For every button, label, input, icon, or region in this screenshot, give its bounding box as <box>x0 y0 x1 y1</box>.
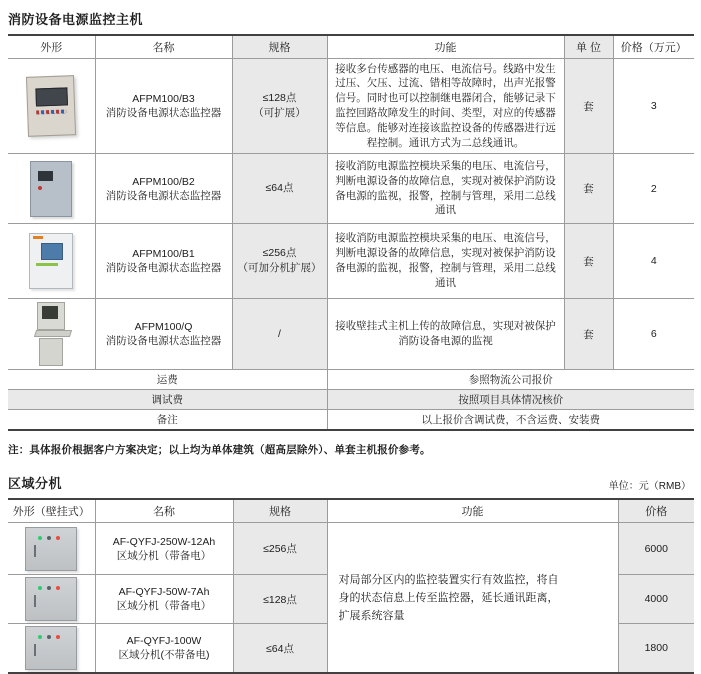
product-name: 消防设备电源状态监控器 <box>105 262 222 274</box>
product-name: 消防设备电源状态监控器 <box>105 107 222 119</box>
spec-cell: / <box>232 299 327 370</box>
function-cell: 接收消防电源监控模块采集的电压、电流信号，判断电源设备的故障信息，实现对被保护消防设备电源的监视，报警，控制与管理，采用二总线通讯 <box>327 224 564 299</box>
product-model: AFPM100/B3 <box>132 93 195 105</box>
product-name: 区域分机(不带备电) <box>118 649 210 661</box>
section2-title: 区域分机 <box>8 476 63 491</box>
col-header-price: 价格 <box>618 499 694 523</box>
col-header-price: 价格（万元） <box>613 35 694 59</box>
spec-cell: ≤256点 （可加分机扩展） <box>232 224 327 299</box>
appearance-cell <box>8 299 95 370</box>
device-image-afpm100-b3 <box>26 75 76 137</box>
device-image-afpm100-b2 <box>30 161 72 217</box>
product-name: 区域分机（带备电） <box>116 600 212 612</box>
fee-row-remark <box>8 410 694 431</box>
table-row <box>8 299 694 370</box>
price-cell: 2 <box>613 154 694 224</box>
col-header-appearance: 外形 <box>8 35 95 59</box>
fee-value: 按照项目具体情况核价 <box>327 390 694 410</box>
shared-function-cell: 对局部分区内的监控装置实行有效监控，将自身的状态信息上传至监控器，延长通讯距离，扩展系统容量 <box>327 523 618 674</box>
spec-cell: ≤256点 <box>233 523 327 575</box>
col-header-function: 功能 <box>327 35 564 59</box>
price-cell: 4 <box>613 224 694 299</box>
product-model: AF-QYFJ-50W-7Ah <box>118 586 210 598</box>
col-header-name: 名称 <box>95 35 232 59</box>
fee-row-commissioning <box>8 390 694 410</box>
price-cell: 1800 <box>618 624 694 674</box>
device-image-region-250w <box>25 527 77 571</box>
name-cell <box>95 624 233 674</box>
device-image-region-50w <box>25 577 77 621</box>
regional-extension-table <box>8 498 694 674</box>
section2-header-bar <box>8 473 691 492</box>
product-model: AFPM100/B2 <box>132 175 195 188</box>
product-name: 消防设备电源状态监控器 <box>105 335 222 347</box>
col-header-spec: 规格 <box>232 35 327 59</box>
product-model: AF-QYFJ-100W <box>126 635 202 647</box>
fee-value: 以上报价含调试费，不含运费、安装费 <box>327 410 694 431</box>
spec-cell: ≤64点 <box>233 624 327 674</box>
product-model: AF-QYFJ-250W-12Ah <box>112 535 216 548</box>
appearance-cell <box>8 575 95 624</box>
price-cell: 3 <box>613 59 694 154</box>
header-row <box>8 499 694 523</box>
table-row <box>8 154 694 224</box>
unit-cell: 套 <box>564 59 613 154</box>
col-header-function: 功能 <box>327 499 618 523</box>
name-cell <box>95 224 232 299</box>
product-name: 区域分机（带备电） <box>116 549 212 562</box>
fee-label: 调试费 <box>8 390 327 410</box>
device-image-afpm100-b1 <box>29 233 73 289</box>
product-model: AFPM100/Q <box>134 321 193 333</box>
appearance-cell <box>8 154 95 224</box>
fee-label: 备注 <box>8 410 327 431</box>
name-cell <box>95 59 232 154</box>
fee-value: 参照物流公司报价 <box>327 370 694 390</box>
appearance-cell <box>8 59 95 154</box>
appearance-cell <box>8 624 95 674</box>
appearance-cell <box>8 523 95 575</box>
spec-cell: ≤128点 （可扩展） <box>232 59 327 154</box>
currency-unit-note: 单位：元（RMB） <box>608 481 691 492</box>
function-cell: 接收消防电源监控模块采集的电压、电流信号，判断电源设备的故障信息，实现对被保护消防设备电源的监视，报警，控制与管理，采用二总线通讯 <box>327 154 564 224</box>
unit-cell: 套 <box>564 224 613 299</box>
price-cell: 6 <box>613 299 694 370</box>
col-header-appearance: 外形（壁挂式） <box>8 499 95 523</box>
name-cell <box>95 299 232 370</box>
product-name: 消防设备电源状态监控器 <box>105 189 222 202</box>
table-row <box>8 59 694 154</box>
function-cell: 接收多台传感器的电压、电流信号。线路中发生过压、欠压、过流、错相等故障时，出声光报警信号。同时也可以控制继电器闭合，能够记录下监控回路故障发生的时间、类型，对应的传感器等信息。能够对连接该监控设备的传感器进行远程控制。通讯方式为二总线通讯。 <box>327 59 564 154</box>
host-price-table <box>8 34 694 431</box>
spec-cell: ≤128点 <box>233 575 327 624</box>
footnote: 注：具体报价根据客户方案决定；以上均为单体建筑（超高层除外）、单套主机报价参考。 <box>8 444 431 456</box>
price-cell: 4000 <box>618 575 694 624</box>
section1-title: 消防设备电源监控主机 <box>8 12 144 27</box>
spec-cell: ≤64点 <box>232 154 327 224</box>
col-header-name: 名称 <box>95 499 233 523</box>
table-row <box>8 523 694 575</box>
device-image-region-100w <box>25 626 77 670</box>
fee-label: 运费 <box>8 370 327 390</box>
col-header-spec: 规格 <box>233 499 327 523</box>
col-header-unit: 单 位 <box>564 35 613 59</box>
product-model: AFPM100/B1 <box>132 248 195 260</box>
name-cell <box>95 575 233 624</box>
appearance-cell <box>8 224 95 299</box>
unit-cell: 套 <box>564 154 613 224</box>
table-row <box>8 224 694 299</box>
price-cell: 6000 <box>618 523 694 575</box>
unit-cell: 套 <box>564 299 613 370</box>
name-cell <box>95 523 233 575</box>
function-cell: 接收壁挂式主机上传的故障信息，实现对被保护消防设备电源的监视 <box>327 299 564 370</box>
header-row <box>8 35 694 59</box>
device-image-afpm100-q <box>29 302 73 366</box>
name-cell <box>95 154 232 224</box>
fee-row-shipping <box>8 370 694 390</box>
